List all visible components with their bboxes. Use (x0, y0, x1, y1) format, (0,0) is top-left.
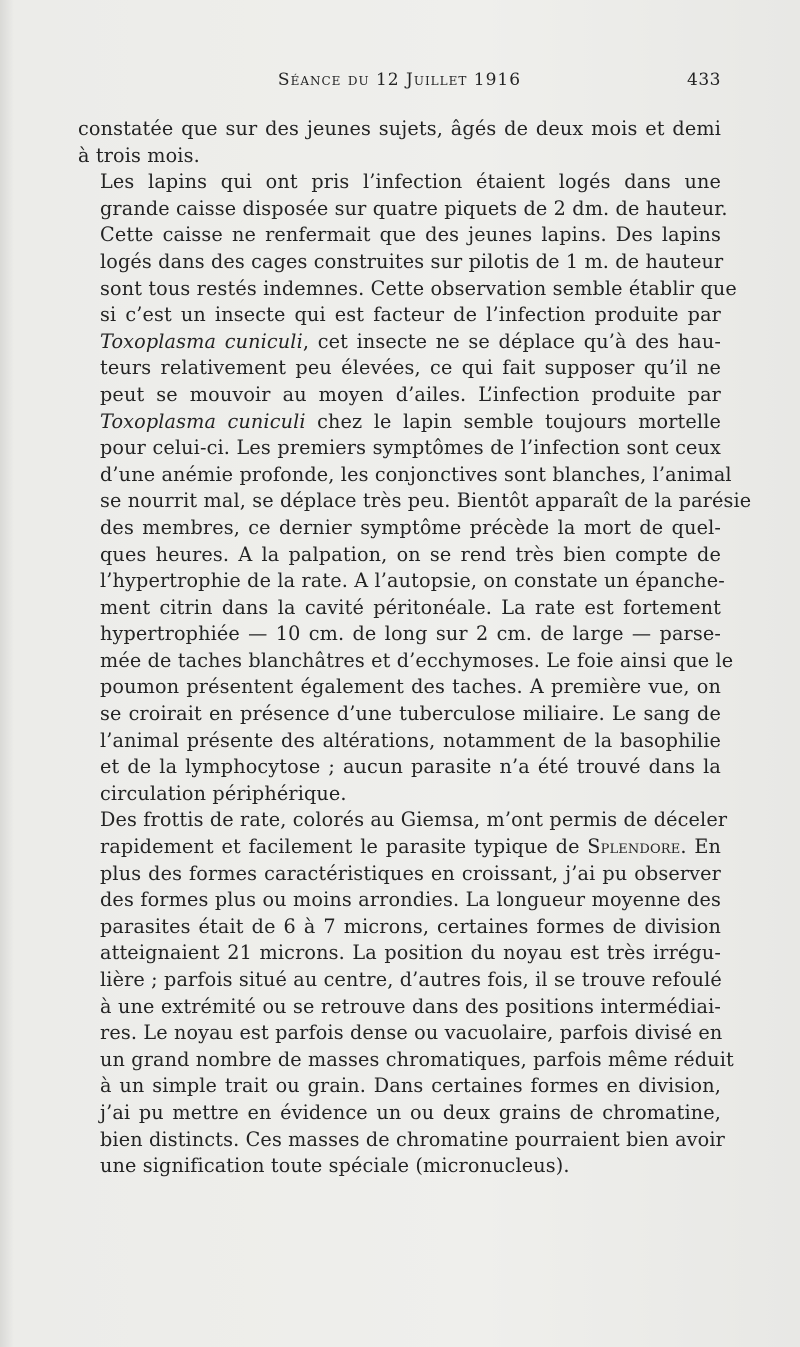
text-line: Des frottis de rate, colorés au Giemsa, m’ont permis de déceler (100, 808, 728, 832)
page-number: 433 (687, 70, 721, 90)
paragraph-3 (78, 807, 734, 1179)
text-line: j’ai pu mettre en évidence un ou deux grains de chromatine, (100, 1100, 721, 1124)
text-line: si c’est un insecte qui est facteur de l’infection produite par (100, 303, 721, 327)
text-line: res. Le noyau est parfois dense ou vacuolaire, parfois divisé en (100, 1021, 723, 1045)
text-line: des formes plus ou moins arrondies. La longueur moyenne des (100, 888, 721, 912)
text-line: une signification toute spéciale (micronucleus). (100, 1154, 570, 1178)
text-line: mée de taches blanchâtres et d’ecchymoses. Le foie ainsi que le (100, 648, 734, 672)
paragraph-1 (78, 116, 721, 169)
text-line: sont tous restés indemnes. Cette observation semble établir que (100, 276, 737, 300)
text-line: ques heures. A la palpation, on se rend très bien compte de (100, 542, 721, 566)
text-line: atteignaient 21 microns. La position du noyau est très irrégu- (100, 941, 721, 965)
text-line: poumon présentent également des taches. A première vue, on (100, 675, 721, 699)
text-line: se nourrit mal, se déplace très peu. Bientôt apparaît de la parésie (100, 489, 752, 513)
text-line: Toxoplasma cuniculi chez le lapin semble toujours mortelle (100, 409, 722, 433)
text-line: hypertrophiée — 10 cm. de long sur 2 cm. de large — parse- (100, 622, 721, 646)
text-line: se croirait en présence d’une tuberculose miliaire. Le sang de (100, 702, 721, 726)
body-text (78, 116, 752, 1180)
text-line: un grand nombre de masses chromatiques, parfois même réduit (100, 1047, 734, 1071)
text-line: d’une anémie profonde, les conjonctives sont blanches, l’animal (100, 462, 732, 486)
text-line: Toxoplasma cuniculi, cet insecte ne se déplace qu’à des hau- (100, 329, 721, 353)
text-line: Les lapins qui ont pris l’infection étaient logés dans une (100, 170, 721, 194)
text-line: à un simple trait ou grain. Dans certaines formes en division, (100, 1074, 721, 1098)
species-name: Toxoplasma cuniculi (100, 329, 303, 353)
author-name: Splendore (587, 835, 681, 859)
text-line: à une extrémité ou se retrouve dans des positions intermédiai- (100, 994, 721, 1018)
text-line: à trois mois. (78, 143, 200, 167)
text-line: plus des formes caractéristiques en croissant, j’ai pu observer (100, 861, 721, 885)
text-line: constatée que sur des jeunes sujets, âgés de deux mois et demi (78, 117, 721, 140)
text-line: lière ; parfois situé au centre, d’autres fois, il se trouve refoulé (100, 968, 722, 991)
paragraph-2 (78, 169, 752, 807)
text-line: teurs relativement peu élevées, ce qui fait supposer qu’il ne (100, 356, 721, 380)
text-line: circulation périphérique. (100, 781, 347, 805)
text-line: Cette caisse ne renfermait que des jeunes lapins. Des lapins (100, 223, 721, 247)
text-line: logés dans des cages construites sur pilotis de 1 m. de hauteur (100, 249, 724, 273)
text-line: l’animal présente des altérations, notamment de la basophilie (100, 728, 721, 752)
text-line: grande caisse disposée sur quatre piquets de 2 dm. de hauteur. (100, 196, 728, 220)
text-line: rapidement et facilement le parasite typique de Splendore. En (100, 835, 721, 859)
text-line: l’hypertrophie de la rate. A l’autopsie, on constate un épanche- (100, 569, 725, 593)
text-line: pour celui-ci. Les premiers symptômes de l’infection sont ceux (100, 436, 721, 460)
text-line: et de la lymphocytose ; aucun parasite n’a été trouvé dans la (100, 755, 721, 779)
text-line: ment citrin dans la cavité péritonéale. La rate est fortement (100, 595, 721, 619)
page-header (78, 70, 721, 98)
text-line: bien distincts. Ces masses de chromatine pourraient bien avoir (100, 1127, 725, 1151)
text-line: des membres, ce dernier symptôme précède la mort de quel- (100, 515, 721, 539)
text-line: peut se mouvoir au moyen d’ailes. L’infection produite par (100, 382, 721, 406)
running-title: Séance du 12 Juillet 1916 (277, 70, 522, 90)
species-name: Toxoplasma cuniculi (100, 409, 306, 433)
text-line: parasites était de 6 à 7 microns, certaines formes de division (100, 914, 721, 938)
